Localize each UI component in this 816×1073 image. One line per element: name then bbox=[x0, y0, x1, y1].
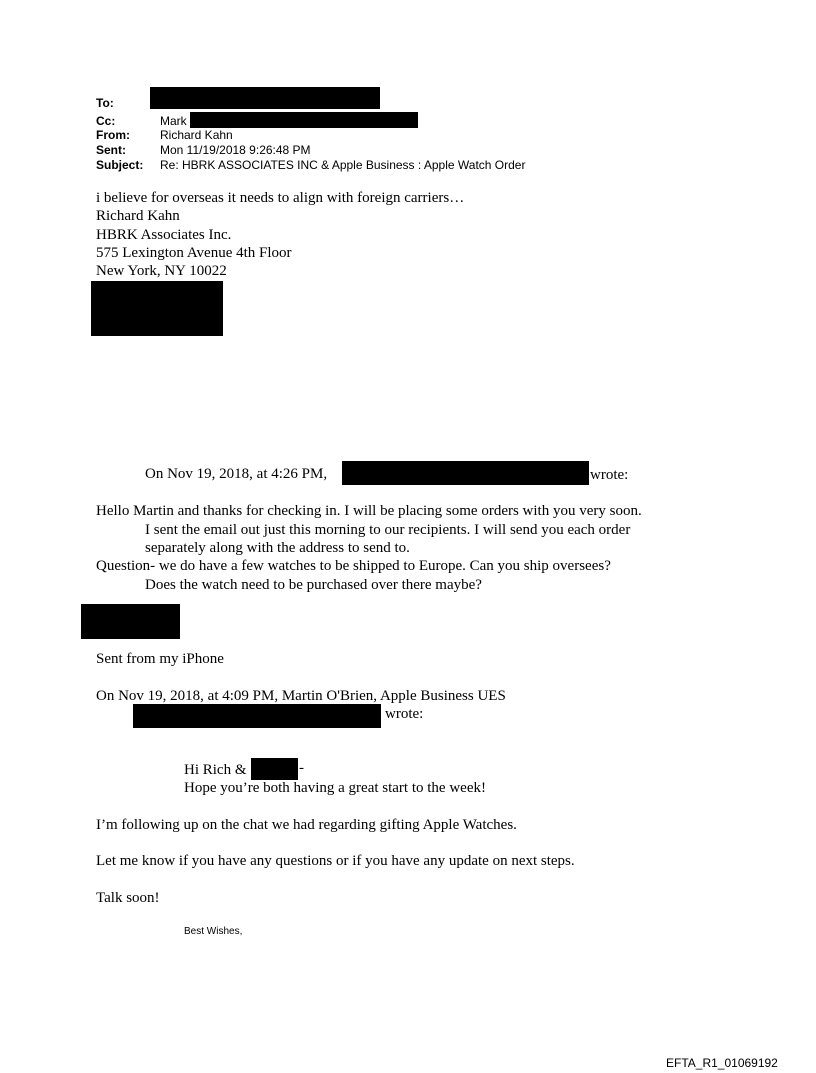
quoted2-talk-soon: Talk soon! bbox=[96, 890, 160, 906]
quoted1-paragraph-1: Hello Martin and thanks for checking in. I will be placing some orders with you very soon. bbox=[96, 503, 642, 519]
signature-address: 575 Lexington Avenue 4th Floor bbox=[96, 245, 292, 261]
reply-line: i believe for overseas it needs to align with foreign carriers… bbox=[96, 190, 465, 206]
quoted2-hope: Hope you’re both having a great start to the week! bbox=[184, 780, 486, 796]
quoted1-question-2: Does the watch need to be purchased over there maybe? bbox=[145, 577, 482, 593]
quoted1-paragraph-2: I sent the email out just this morning to our recipients. I will send you each order bbox=[145, 522, 631, 538]
redaction-quoted2-email bbox=[133, 704, 381, 728]
from-label: From: bbox=[96, 128, 130, 142]
quoted2-best-wishes: Best Wishes, bbox=[184, 926, 243, 937]
redaction-quoted1-signature bbox=[81, 604, 180, 639]
redaction-to bbox=[150, 87, 380, 109]
quoted1-question-1: Question- we do have a few watches to be shipped to Europe. Can you ship oversees? bbox=[96, 558, 611, 574]
redaction-quoted2-name bbox=[251, 758, 298, 780]
cc-value: Mark bbox=[160, 114, 187, 128]
quoted1-paragraph-3: separately along with the address to send to. bbox=[145, 540, 410, 556]
to-label: To: bbox=[96, 96, 114, 110]
quoted2-let-me-know: Let me know if you have any questions or if you have any update on next steps. bbox=[96, 853, 575, 869]
redaction-quoted1-sender bbox=[342, 461, 589, 485]
quoted1-intro: On Nov 19, 2018, at 4:26 PM, bbox=[145, 466, 328, 482]
redaction-cc bbox=[190, 112, 418, 128]
quoted2-wrote: wrote: bbox=[385, 706, 424, 722]
signature-name: Richard Kahn bbox=[96, 208, 180, 224]
sent-label: Sent: bbox=[96, 143, 126, 157]
quoted2-followup: I’m following up on the chat we had regarding gifting Apple Watches. bbox=[96, 817, 517, 833]
quoted2-greeting-dash: - bbox=[299, 760, 304, 776]
document-id: EFTA_R1_01069192 bbox=[666, 1056, 778, 1070]
quoted1-wrote: wrote: bbox=[590, 467, 629, 483]
subject-label: Subject: bbox=[96, 158, 144, 172]
from-value: Richard Kahn bbox=[160, 128, 233, 142]
quoted2-intro: On Nov 19, 2018, at 4:09 PM, Martin O'Brien, Apple Business UES bbox=[96, 688, 506, 704]
signature-company: HBRK Associates Inc. bbox=[96, 227, 232, 243]
subject-value: Re: HBRK ASSOCIATES INC & Apple Business : Apple Watch Order bbox=[160, 158, 526, 172]
redaction-signature bbox=[91, 281, 223, 336]
sent-value: Mon 11/19/2018 9:26:48 PM bbox=[160, 143, 311, 157]
sent-from-iphone: Sent from my iPhone bbox=[96, 651, 224, 667]
cc-label: Cc: bbox=[96, 114, 116, 128]
quoted2-greeting: Hi Rich & bbox=[184, 762, 247, 778]
signature-city: New York, NY 10022 bbox=[96, 263, 227, 279]
